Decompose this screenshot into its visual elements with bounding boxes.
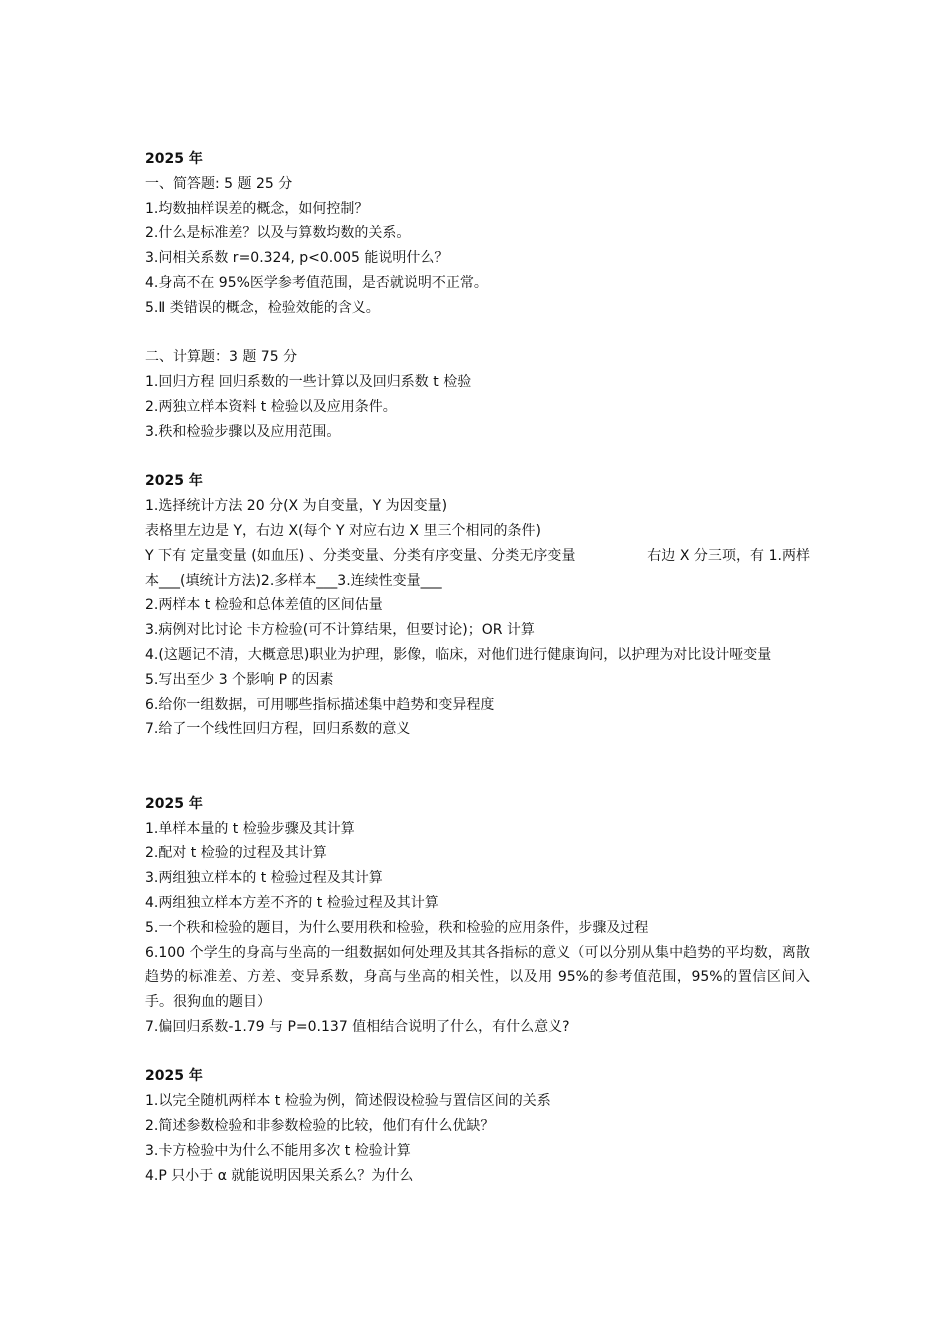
section-heading: 2025 年 [145, 473, 203, 490]
question-item: 5.写出至少 3 个影响 P 的因素 [145, 671, 334, 688]
question-item: 1.均数抽样误差的概念，如何控制？ [145, 200, 369, 217]
question-item: 4.两组独立样本方差不齐的 t 检验过程及其计算 [145, 894, 439, 911]
question-item: 2.配对 t 检验的过程及其计算 [145, 845, 327, 862]
question-item: 2.两独立样本资料 t 检验以及应用条件。 [145, 398, 397, 415]
question-item: 4.身高不在 95%医学参考值范围，是否就说明不正常。 [145, 274, 488, 291]
question-item: 2.两样本 t 检验和总体差值的区间估量 [145, 597, 383, 614]
question-type-heading: 二、计算题：3 题 75 分 [145, 349, 298, 366]
question-item: 1.选择统计方法 20 分(X 为自变量，Y 为因变量) [145, 498, 448, 515]
question-item: Y 下有 定量变量 (如血压) 、分类变量、分类有序变量、分类无序变量 右边 X 分三项，有 1.两样本___(填统计方法)2.多样本___3.连续性变量___ [145, 547, 810, 589]
question-item: 3.两组独立样本的 t 检验过程及其计算 [145, 870, 383, 887]
question-item: 3.卡方检验中为什么不能用多次 t 检验计算 [145, 1142, 411, 1159]
blank-line [145, 1040, 810, 1065]
document-page [145, 147, 810, 1188]
question-item: 6.给你一组数据，可用哪些指标描述集中趋势和变异程度 [145, 696, 495, 713]
question-type-heading: 一、简答题: 5 题 25 分 [145, 175, 293, 192]
blank-line [145, 321, 810, 346]
blank-line [145, 445, 810, 470]
question-item: 5.一个秩和检验的题目，为什么要用秩和检验，秩和检验的应用条件，步骤及过程 [145, 919, 649, 936]
question-item: 3.病例对比讨论 卡方检验(可不计算结果，但要讨论)；OR 计算 [145, 622, 535, 639]
section-heading: 2025 年 [145, 795, 203, 812]
section-heading: 2025 年 [145, 151, 203, 167]
question-item: 7.偏回归系数-1.79 与 P=0.137 值相结合说明了什么，有什么意义? [145, 1018, 570, 1035]
question-item: 表格里左边是 Y，右边 X(每个 Y 对应右边 X 里三个相同的条件) [145, 522, 541, 539]
question-item: 2.简述参数检验和非参数检验的比较，他们有什么优缺？ [145, 1118, 495, 1135]
question-item: 4.P 只小于 α 就能说明因果关系么？为什么 [145, 1167, 414, 1184]
exam-section-2 [145, 469, 810, 742]
question-item: 1.单样本量的 t 检验步骤及其计算 [145, 820, 355, 837]
question-item: 2.什么是标准差？以及与算数均数的关系。 [145, 225, 411, 242]
question-item: 1.回归方程 回归系数的一些计算以及回归系数 t 检验 [145, 374, 472, 391]
question-item: 7.给了一个线性回归方程，回归系数的意义 [145, 721, 411, 738]
blank-line [145, 742, 810, 792]
question-item: 4.(这题记不清，大概意思)职业为护理，影像，临床，对他们进行健康询问，以护理为对比设计哑变量 [145, 646, 772, 663]
section-heading: 2025 年 [145, 1068, 203, 1085]
exam-section-1 [145, 147, 810, 445]
exam-section-3 [145, 792, 810, 1040]
question-item: 3.问相关系数 r=0.324, p<0.005 能说明什么？ [145, 250, 449, 267]
question-item: 6.100 个学生的身高与坐高的一组数据如何处理及其其各指标的意义（可以分别从集中趋势的平均数，离散趋势的标准差、方差、变异系数，身高与坐高的相关性，以及用 95%的参考值范围，95%的置信区间入手。很狗血的题目） [145, 944, 810, 1011]
question-item: 1.以完全随机两样本 t 检验为例，简述假设检验与置信区间的关系 [145, 1093, 551, 1110]
question-item: 5.Ⅱ 类错误的概念，检验效能的含义。 [145, 299, 380, 316]
exam-section-4 [145, 1064, 810, 1188]
question-item: 3.秩和检验步骤以及应用范围。 [145, 423, 341, 440]
